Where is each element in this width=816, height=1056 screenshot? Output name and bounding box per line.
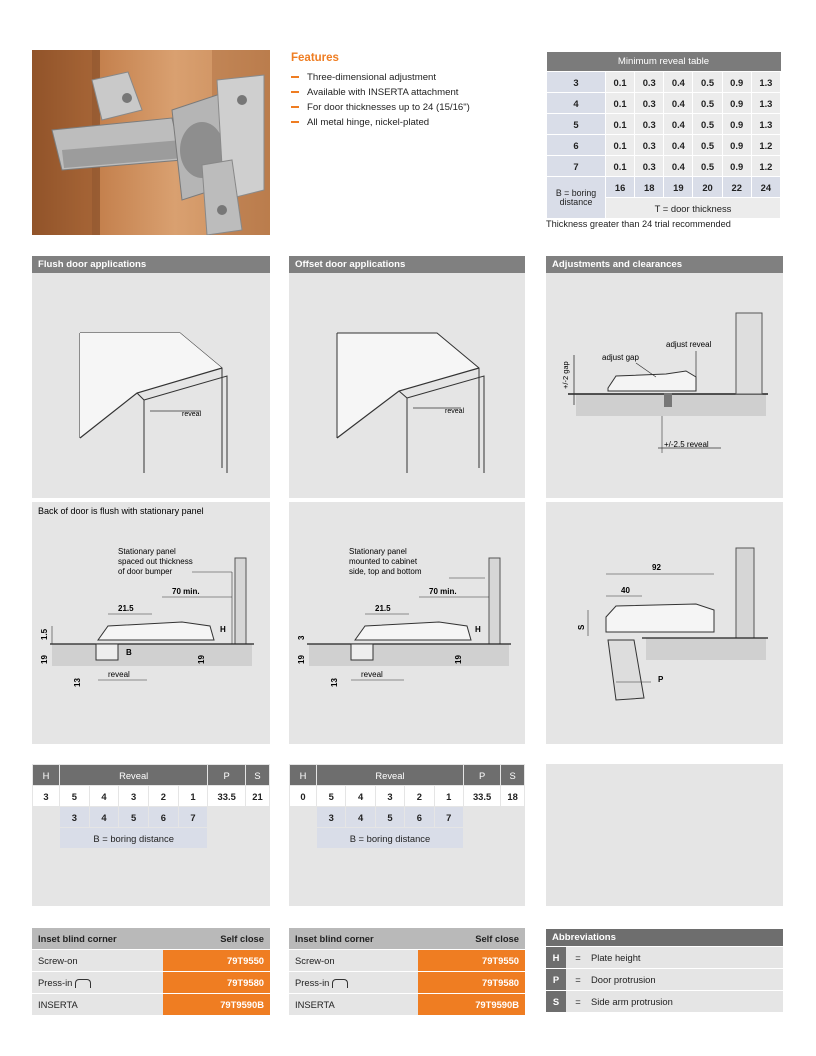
reveal-value-cell: 0.5: [693, 93, 722, 114]
clearance-section-panel: [546, 502, 783, 744]
adjustments-diagram: [546, 273, 783, 498]
flush-h-label: H: [220, 625, 226, 634]
offset-callout-line: mounted to cabinet: [349, 557, 418, 566]
feature-item: Available with INSERTA attachment: [291, 85, 531, 100]
reveal-value-cell: 0.1: [606, 135, 635, 156]
abbrev-desc: Door protrusion: [590, 969, 783, 991]
reveal-value-cell: 0.1: [606, 114, 635, 135]
order-type-cell: [32, 972, 163, 994]
table-cell: 5: [119, 807, 149, 828]
reveal-value-cell: 0.3: [635, 72, 664, 93]
offset-order-table: [289, 927, 525, 1015]
minimum-reveal-table: [546, 52, 781, 219]
reveal-value-cell: 0.4: [664, 156, 693, 177]
reveal-value-cell: 0.5: [693, 156, 722, 177]
h-header: H: [290, 765, 317, 786]
abbrev-key: S: [546, 991, 566, 1013]
thickness-value: 18: [635, 177, 664, 198]
features-title: Features: [291, 52, 339, 64]
flush-19b-label: 19: [197, 655, 206, 664]
reveal-value-cell: 0.3: [635, 156, 664, 177]
reveal-value-cell: 0.5: [693, 135, 722, 156]
offset-door-diagram: [289, 273, 525, 498]
order-type: INSERTA: [32, 994, 163, 1016]
table-cell: 0: [290, 786, 317, 807]
p-header: P: [208, 765, 246, 786]
flush-section-diagram: [32, 502, 270, 744]
table-cell: 33.5: [463, 786, 500, 807]
offset-door-panel: [289, 256, 525, 498]
flush-callout-line: spaced out thickness: [118, 557, 193, 566]
reveal-row: [547, 93, 781, 114]
offset-h-label: H: [475, 625, 481, 634]
flush-15-label: 1.5: [40, 628, 49, 640]
flush-door-diagram: [32, 273, 270, 498]
thickness-value: 22: [722, 177, 751, 198]
reveal-value-cell: 0.4: [664, 135, 693, 156]
reveal-note: Thickness greater than 24 trial recommended: [546, 219, 731, 229]
reveal-value-cell: 0.4: [664, 114, 693, 135]
flush-13-label: 13: [73, 678, 82, 687]
abbrev-desc: Side arm protrusion: [590, 991, 783, 1013]
offset-13-label: 13: [330, 678, 339, 687]
offset-section-diagram: [289, 502, 525, 744]
reveal-value-cell: 0.1: [606, 93, 635, 114]
press-in-icon: [75, 979, 91, 988]
boring-distance-cell: 6: [547, 135, 606, 156]
offset-reveal-small-label: reveal: [445, 408, 465, 415]
table-cell: 5: [60, 786, 90, 807]
clearance-s-label: S: [577, 624, 586, 630]
p-header: P: [463, 765, 500, 786]
adjust-gap-label: adjust gap: [602, 353, 639, 362]
boring-distance-cell: 5: [547, 114, 606, 135]
abbreviations-section: [546, 929, 783, 1012]
reveal-value-cell: 0.1: [606, 72, 635, 93]
table-cell: 1: [434, 786, 463, 807]
hinge-photo: [32, 50, 270, 235]
order-number: 79T9580: [163, 972, 270, 994]
offset-3-label: 3: [297, 635, 306, 640]
reveal-value-cell: 0.5: [693, 114, 722, 135]
flush-b-label: B: [126, 648, 132, 657]
reveal-row: [547, 72, 781, 93]
reveal-row: [547, 135, 781, 156]
offset-callout-line: side, top and bottom: [349, 567, 422, 576]
gap-label: +/-2 gap: [561, 361, 570, 389]
offset-215-label: 21.5: [375, 604, 391, 613]
reveal-value-cell: 1.3: [751, 93, 780, 114]
offset-order-table-wrap: [289, 927, 525, 1015]
order-header-left: Inset blind corner: [32, 928, 163, 950]
boring-distance-label: B = boring distance: [547, 177, 606, 219]
abbreviations-title: Abbreviations: [546, 929, 783, 946]
flush-dimension-table: [32, 764, 270, 849]
reveal-value-cell: 1.3: [751, 114, 780, 135]
empty-cell: [208, 807, 270, 828]
abbrev-key: P: [546, 969, 566, 991]
abbrev-desc: Plate height: [590, 947, 783, 969]
offset-19a-label: 19: [297, 655, 306, 664]
feature-item: All metal hinge, nickel-plated: [291, 115, 531, 130]
boring-distance-cell: 4: [547, 93, 606, 114]
offset-callout-line: Stationary panel: [349, 547, 407, 556]
reveal-value-cell: 1.3: [751, 72, 780, 93]
order-header-left: Inset blind corner: [289, 928, 418, 950]
boring-distance-note: B = boring distance: [317, 828, 464, 849]
reveal-value-cell: 0.4: [664, 72, 693, 93]
flush-dimension-panel: [32, 764, 270, 906]
offset-dimension-table: [289, 764, 525, 849]
s-header: S: [501, 765, 525, 786]
door-thickness-label: T = door thickness: [606, 198, 781, 219]
abbrev-equals: =: [566, 969, 590, 991]
reveal-value-cell: 0.9: [722, 93, 751, 114]
flush-caption: Back of door is flush with stationary panel: [38, 506, 204, 516]
flush-215-label: 21.5: [118, 604, 134, 613]
order-type: Press-in: [295, 976, 330, 988]
reveal-value-cell: 0.4: [664, 93, 693, 114]
clearance-40-label: 40: [621, 586, 630, 595]
reveal-value-cell: 0.9: [722, 156, 751, 177]
reveal-value-cell: 0.9: [722, 135, 751, 156]
abbrev-key: H: [546, 947, 566, 969]
offset-reveal-label: reveal: [361, 670, 383, 679]
empty-cell: [463, 828, 524, 849]
flush-callout-line: Stationary panel: [118, 547, 176, 556]
reveal-table-title: Minimum reveal table: [547, 52, 781, 72]
table-cell: 5: [317, 786, 346, 807]
reveal-header: Reveal: [60, 765, 208, 786]
table-cell: 18: [501, 786, 525, 807]
order-number: 79T9590B: [418, 994, 525, 1016]
table-cell: 7: [434, 807, 463, 828]
empty-cell: [463, 807, 524, 828]
table-cell: 2: [405, 786, 434, 807]
order-type: Screw-on: [289, 950, 418, 972]
table-cell: 21: [246, 786, 270, 807]
boring-distance-note: B = boring distance: [60, 828, 208, 849]
flush-section-panel: [32, 502, 270, 744]
flush-19a-label: 19: [40, 655, 49, 664]
thickness-value: 16: [606, 177, 635, 198]
flush-reveal-label: reveal: [108, 670, 130, 679]
table-cell: 4: [89, 807, 119, 828]
s-header: S: [246, 765, 270, 786]
reveal-value-cell: 1.2: [751, 135, 780, 156]
table-cell: 7: [178, 807, 208, 828]
reveal-value-cell: 0.1: [606, 156, 635, 177]
feature-item: For door thicknesses up to 24 (15/16"): [291, 100, 531, 115]
feature-item: Three-dimensional adjustment: [291, 70, 531, 85]
order-type: INSERTA: [289, 994, 418, 1016]
hinge-illustration: [32, 50, 270, 235]
table-cell: 5: [375, 807, 404, 828]
clearance-92-label: 92: [652, 563, 661, 572]
reveal-table-grid: [546, 52, 781, 219]
order-number: 79T9580: [418, 972, 525, 994]
adjustments-panel: [546, 256, 783, 498]
reveal-adjust-label: +/-2.5 reveal: [664, 440, 709, 449]
features-list: [291, 70, 531, 130]
order-number: 79T9590B: [163, 994, 270, 1016]
adjustments-title: Adjustments and clearances: [546, 256, 783, 273]
reveal-value-cell: 0.9: [722, 72, 751, 93]
empty-cell: [290, 807, 317, 828]
table-cell: 2: [148, 786, 178, 807]
clearance-section-diagram: [546, 502, 783, 744]
boring-distance-cell: 3: [547, 72, 606, 93]
flush-door-title: Flush door applications: [32, 256, 270, 273]
offset-door-title: Offset door applications: [289, 256, 525, 273]
table-cell: 3: [119, 786, 149, 807]
table-cell: 1: [178, 786, 208, 807]
order-type-cell: [289, 972, 418, 994]
table-cell: 6: [405, 807, 434, 828]
table-cell: 3: [60, 807, 90, 828]
reveal-value-cell: 1.2: [751, 156, 780, 177]
table-cell: 33.5: [208, 786, 246, 807]
table-cell: 4: [346, 807, 375, 828]
flush-order-table-wrap: [32, 927, 270, 1015]
features-section: [291, 52, 531, 130]
table-cell: 6: [148, 807, 178, 828]
empty-cell: [208, 828, 270, 849]
blank-panel: [546, 764, 783, 906]
flush-70-label: 70 min.: [172, 587, 200, 596]
table-cell: 3: [317, 807, 346, 828]
order-number: 79T9550: [418, 950, 525, 972]
table-cell: 3: [375, 786, 404, 807]
abbrev-equals: =: [566, 947, 590, 969]
boring-distance-cell: 7: [547, 156, 606, 177]
order-type: Screw-on: [32, 950, 163, 972]
abbrev-equals: =: [566, 991, 590, 1013]
reveal-row: [547, 156, 781, 177]
offset-19b-label: 19: [454, 655, 463, 664]
h-header: H: [33, 765, 60, 786]
empty-cell: [290, 828, 317, 849]
thickness-value: 19: [664, 177, 693, 198]
order-header-right: Self close: [163, 928, 270, 950]
flush-reveal-small-label: reveal: [182, 411, 202, 418]
order-header-right: Self close: [418, 928, 525, 950]
press-in-icon: [332, 979, 348, 988]
order-number: 79T9550: [163, 950, 270, 972]
flush-callout-line: of door bumper: [118, 567, 173, 576]
table-cell: 4: [89, 786, 119, 807]
offset-section-panel: [289, 502, 525, 744]
empty-cell: [33, 807, 60, 828]
order-type: Press-in: [38, 976, 73, 988]
reveal-value-cell: 0.3: [635, 135, 664, 156]
abbreviations-table: [546, 946, 783, 1012]
reveal-value-cell: 0.3: [635, 93, 664, 114]
reveal-value-cell: 0.9: [722, 114, 751, 135]
reveal-value-cell: 0.5: [693, 72, 722, 93]
thickness-value: 24: [751, 177, 780, 198]
offset-dimension-panel: [289, 764, 525, 906]
adjust-reveal-label: adjust reveal: [666, 340, 712, 349]
reveal-value-cell: 0.3: [635, 114, 664, 135]
reveal-row: [547, 114, 781, 135]
thickness-value: 20: [693, 177, 722, 198]
table-cell: 4: [346, 786, 375, 807]
offset-70-label: 70 min.: [429, 587, 457, 596]
flush-door-panel: [32, 256, 270, 498]
empty-cell: [33, 828, 60, 849]
reveal-header: Reveal: [317, 765, 464, 786]
clearance-p-label: P: [658, 675, 664, 684]
flush-order-table: [32, 927, 270, 1015]
table-cell: 3: [33, 786, 60, 807]
